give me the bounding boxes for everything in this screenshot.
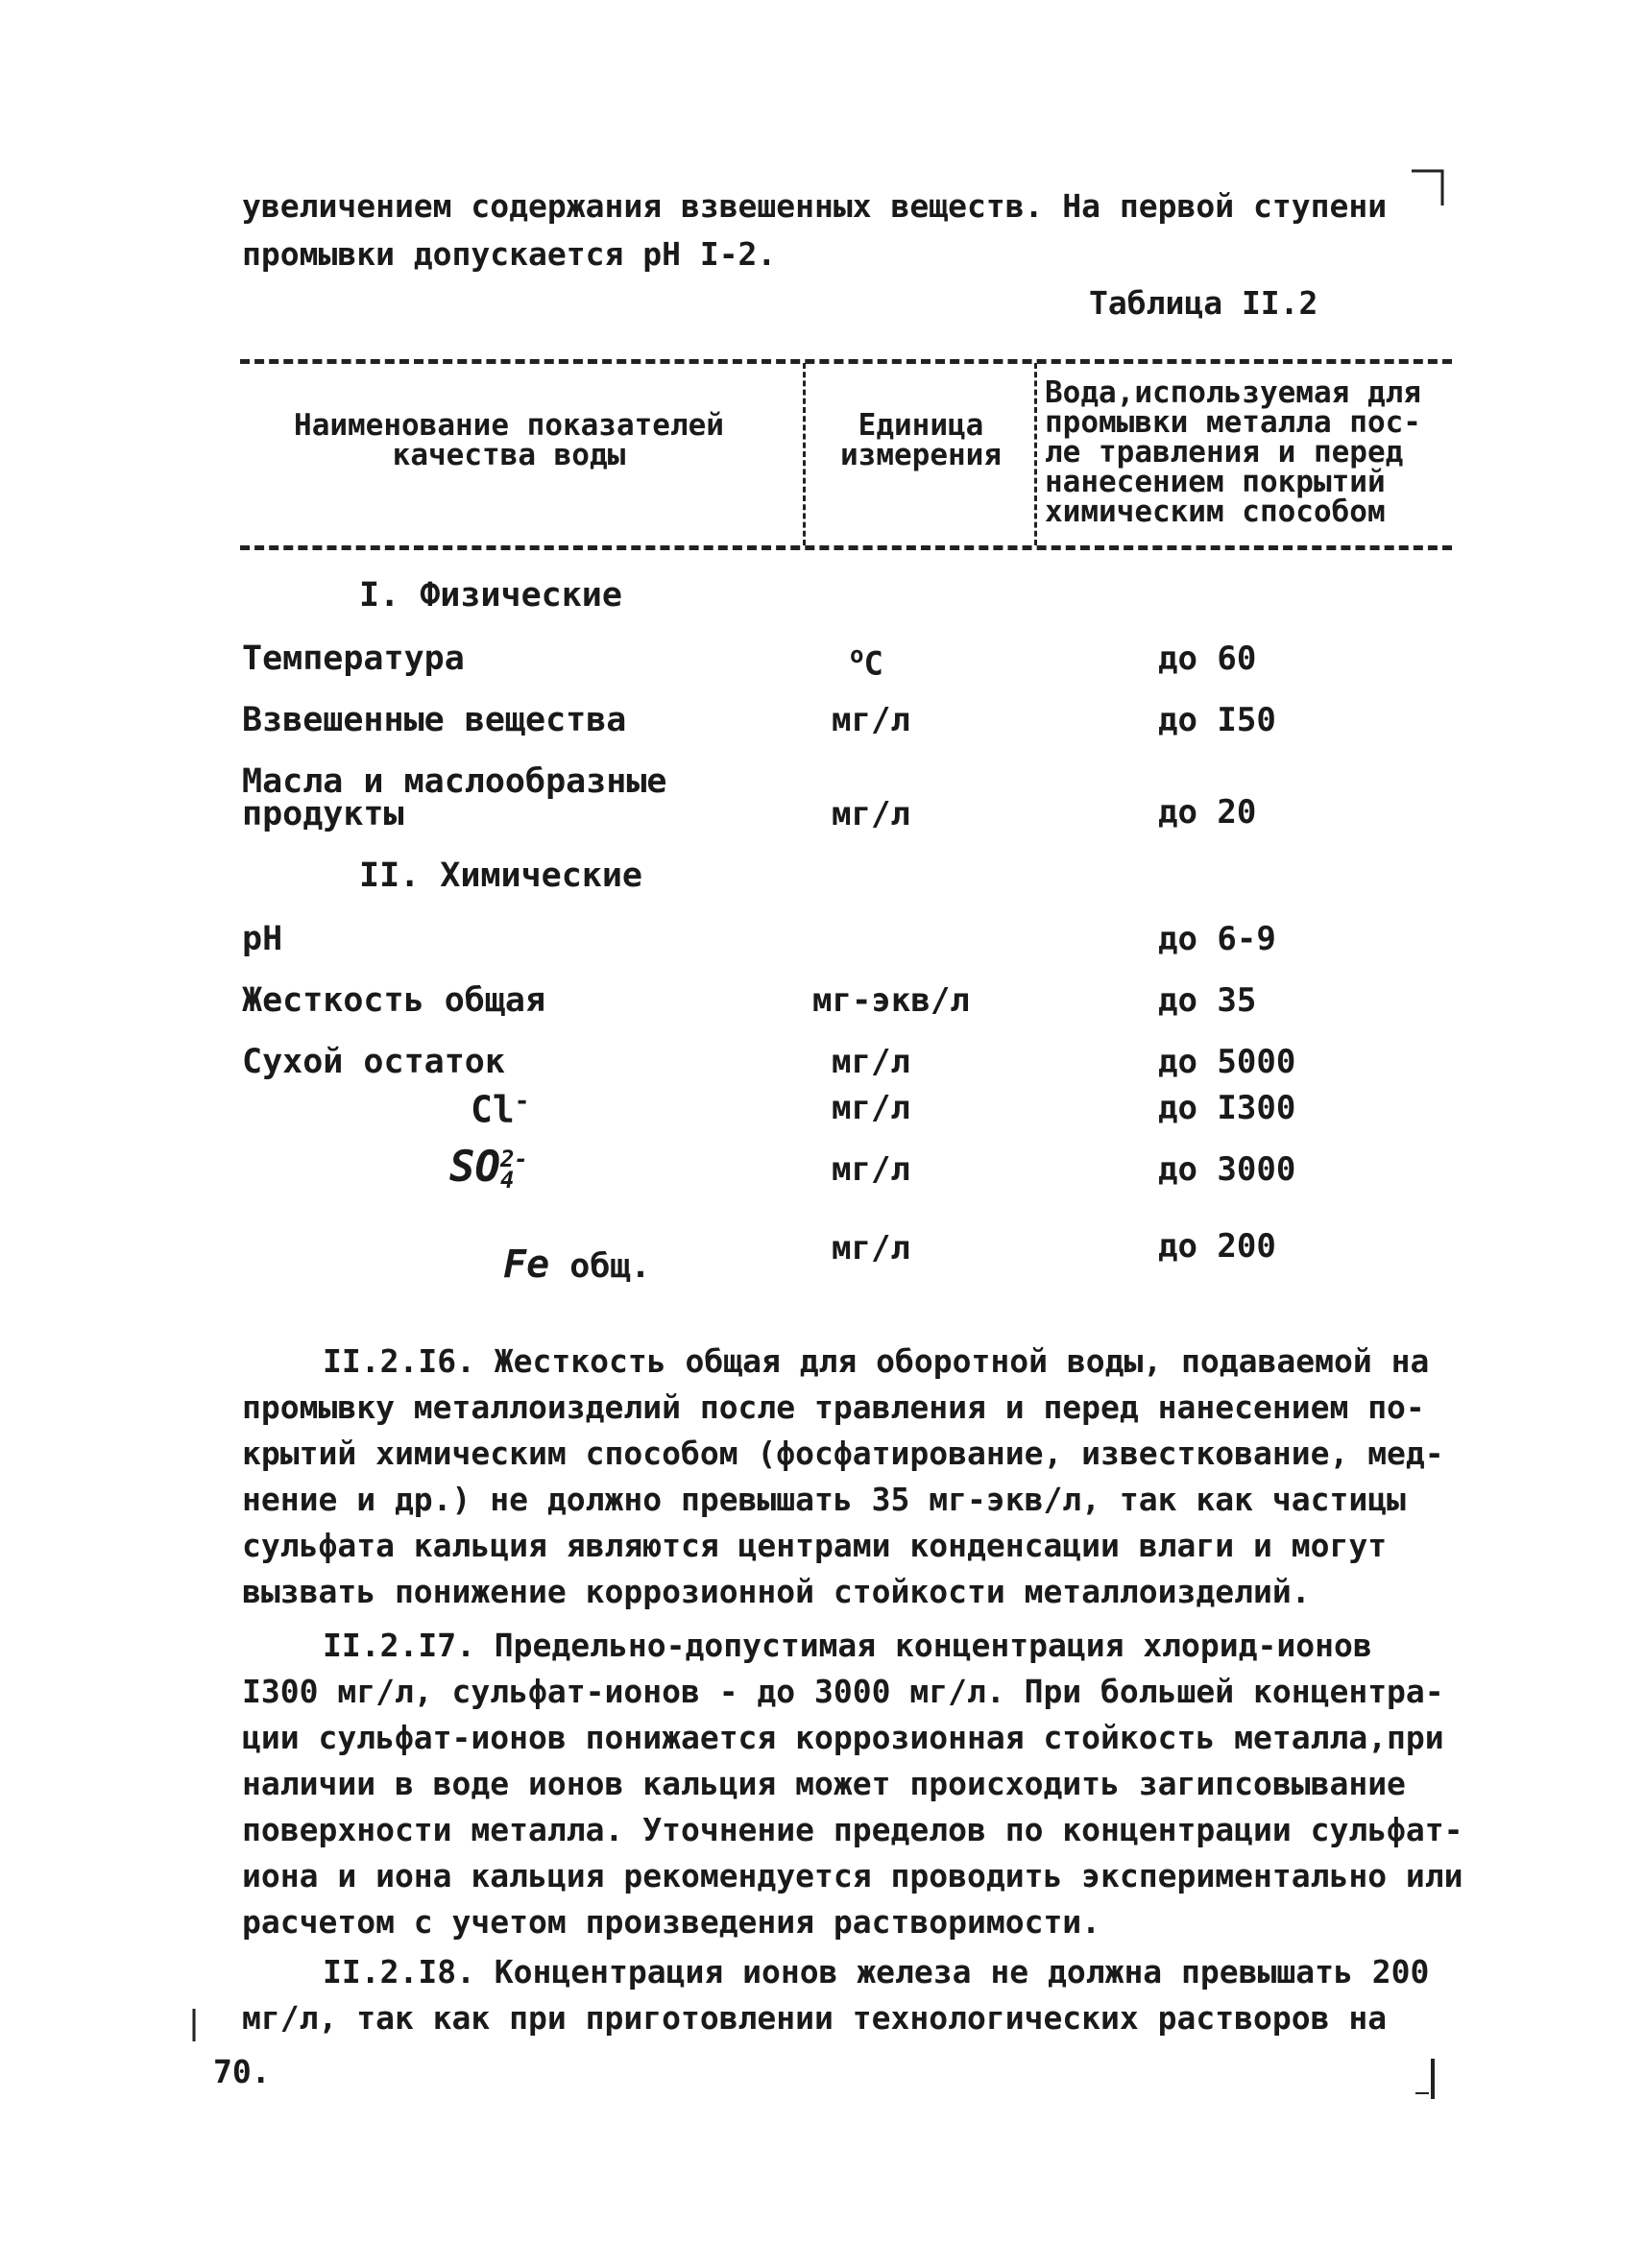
row-name-line-1: Масла и маслообразные [242,762,667,801]
intro-line-1: увеличением содержания взвешенных веществ. На первой ступени [242,187,1388,225]
row-name: Температура [242,639,465,678]
corner-mark-bottom [1410,2055,1448,2103]
ion-sulfate-index: 4 [499,1167,515,1194]
row-value: до 200 [1158,1227,1276,1266]
para-3-line-2: мг/л, так как при приготовлении технологических растворов на [242,1999,1388,2037]
para-1-line-1: II.2.I6. Жесткость общая для оборотной воды, подаваемой на [323,1342,1430,1380]
corner-mark-top [1410,159,1448,207]
row-name-line-2: продукты [242,795,404,833]
para-1-line-2: промывку металлоизделий после травления и перед нанесением по- [242,1388,1425,1426]
row-unit: мг/л [832,701,910,739]
ion-sulfate-charge: 2- [499,1146,528,1172]
row-value: до 6-9 [1158,920,1276,958]
para-2-line-3: ции сульфат-ионов понижается коррозионная стойкость металла,при [242,1719,1444,1756]
header-col1-line-2: качества воды [392,438,626,472]
table-col-divider-2 [1034,363,1037,545]
row-unit: мг/л [832,1089,910,1127]
para-2-line-2: I300 мг/л, сульфат-ионов - до 3000 мг/л. При большей концентра- [242,1673,1444,1710]
row-unit: мг/л [832,1150,910,1189]
table-header-bottom-rule [240,545,1452,550]
row-value: до 20 [1158,793,1257,832]
ion-chloride-charge: - [514,1087,530,1116]
header-col3-line-1: Вода,используемая для [1045,375,1421,410]
header-col3-line-2: промывки металла пос- [1045,405,1421,440]
row-value: до I50 [1158,701,1276,739]
para-1-line-5: сульфата кальция являются центрами конденсации влаги и могут [242,1527,1388,1564]
header-indicator-name [259,408,759,472]
para-3-line-1: II.2.I8. Концентрация ионов железа не должна превышать 200 [323,1953,1430,1991]
header-col2-line-2: измерения [840,438,1002,472]
row-value: до I300 [1158,1089,1296,1127]
row-unit: мг-экв/л [812,981,970,1020]
para-1-line-4: нение и др.) не должно превышать 35 мг-экв/л, так как частицы [242,1481,1406,1518]
ion-chloride-symbol: Cl [471,1088,515,1131]
row-unit: мг/л [832,1043,910,1081]
para-2-line-1: II.2.I7. Предельно-допустимая концентрация хлорид-ионов [323,1627,1372,1664]
table-caption: Таблица II.2 [1089,284,1318,322]
para-2-line-4: наличии в воде ионов кальция может происходить загипсовывание [242,1765,1406,1802]
header-col2-line-1: Единица [858,408,984,443]
row-unit [850,641,883,683]
page-number: 70. [213,2053,271,2090]
row-name: pH [242,920,283,958]
unit-celsius: C [863,644,883,684]
para-2-line-7: расчетом с учетом произведения растворимости. [242,1903,1101,1941]
para-1-line-6: вызвать понижение коррозионной стойкости металлоизделий. [242,1573,1311,1610]
ion-iron-total: общ. [569,1247,651,1286]
margin-mark-left [188,2007,200,2045]
header-unit [814,408,1028,472]
row-value: до 60 [1158,639,1257,678]
section-physical: I. Физические [359,576,622,615]
header-col3-line-3: ле травления и перед [1045,435,1404,470]
row-name: Взвешенные вещества [242,701,627,739]
intro-line-2: промывки допускается pH I-2. [242,235,777,273]
table-top-rule [240,359,1452,364]
para-1-line-3: крытий химическим способом (фосфатирование, известкование, мед- [242,1435,1444,1472]
row-value: до 35 [1158,981,1257,1020]
para-2-line-6: иона и иона кальция рекомендуется проводить экспериментально или [242,1857,1463,1894]
header-water-use [1045,375,1448,529]
row-name: Жесткость общая [242,981,546,1020]
row-value: до 3000 [1158,1150,1296,1189]
unit-degree-sup: o [850,641,864,668]
ion-iron [503,1243,651,1287]
row-value: до 5000 [1158,1043,1296,1081]
table-col-divider-1 [803,363,806,545]
ion-sulfate-symbol: SO [449,1143,500,1192]
header-col3-line-4: нанесением покрытий [1045,465,1386,499]
section-chemical: II. Химические [359,857,643,895]
header-col1-line-1: Наименование показателей [294,408,724,443]
para-2-line-5: поверхности металла. Уточнение пределов по концентрации сульфат- [242,1811,1463,1848]
row-unit: мг/л [832,795,910,833]
row-name: Сухой остаток [242,1043,505,1081]
ion-iron-symbol: Fe [503,1243,550,1287]
row-unit: мг/л [832,1229,910,1267]
ion-sulfate [449,1143,528,1192]
row-name [242,762,667,833]
header-col3-line-5: химическим способом [1045,495,1386,529]
ion-chloride [471,1087,529,1131]
